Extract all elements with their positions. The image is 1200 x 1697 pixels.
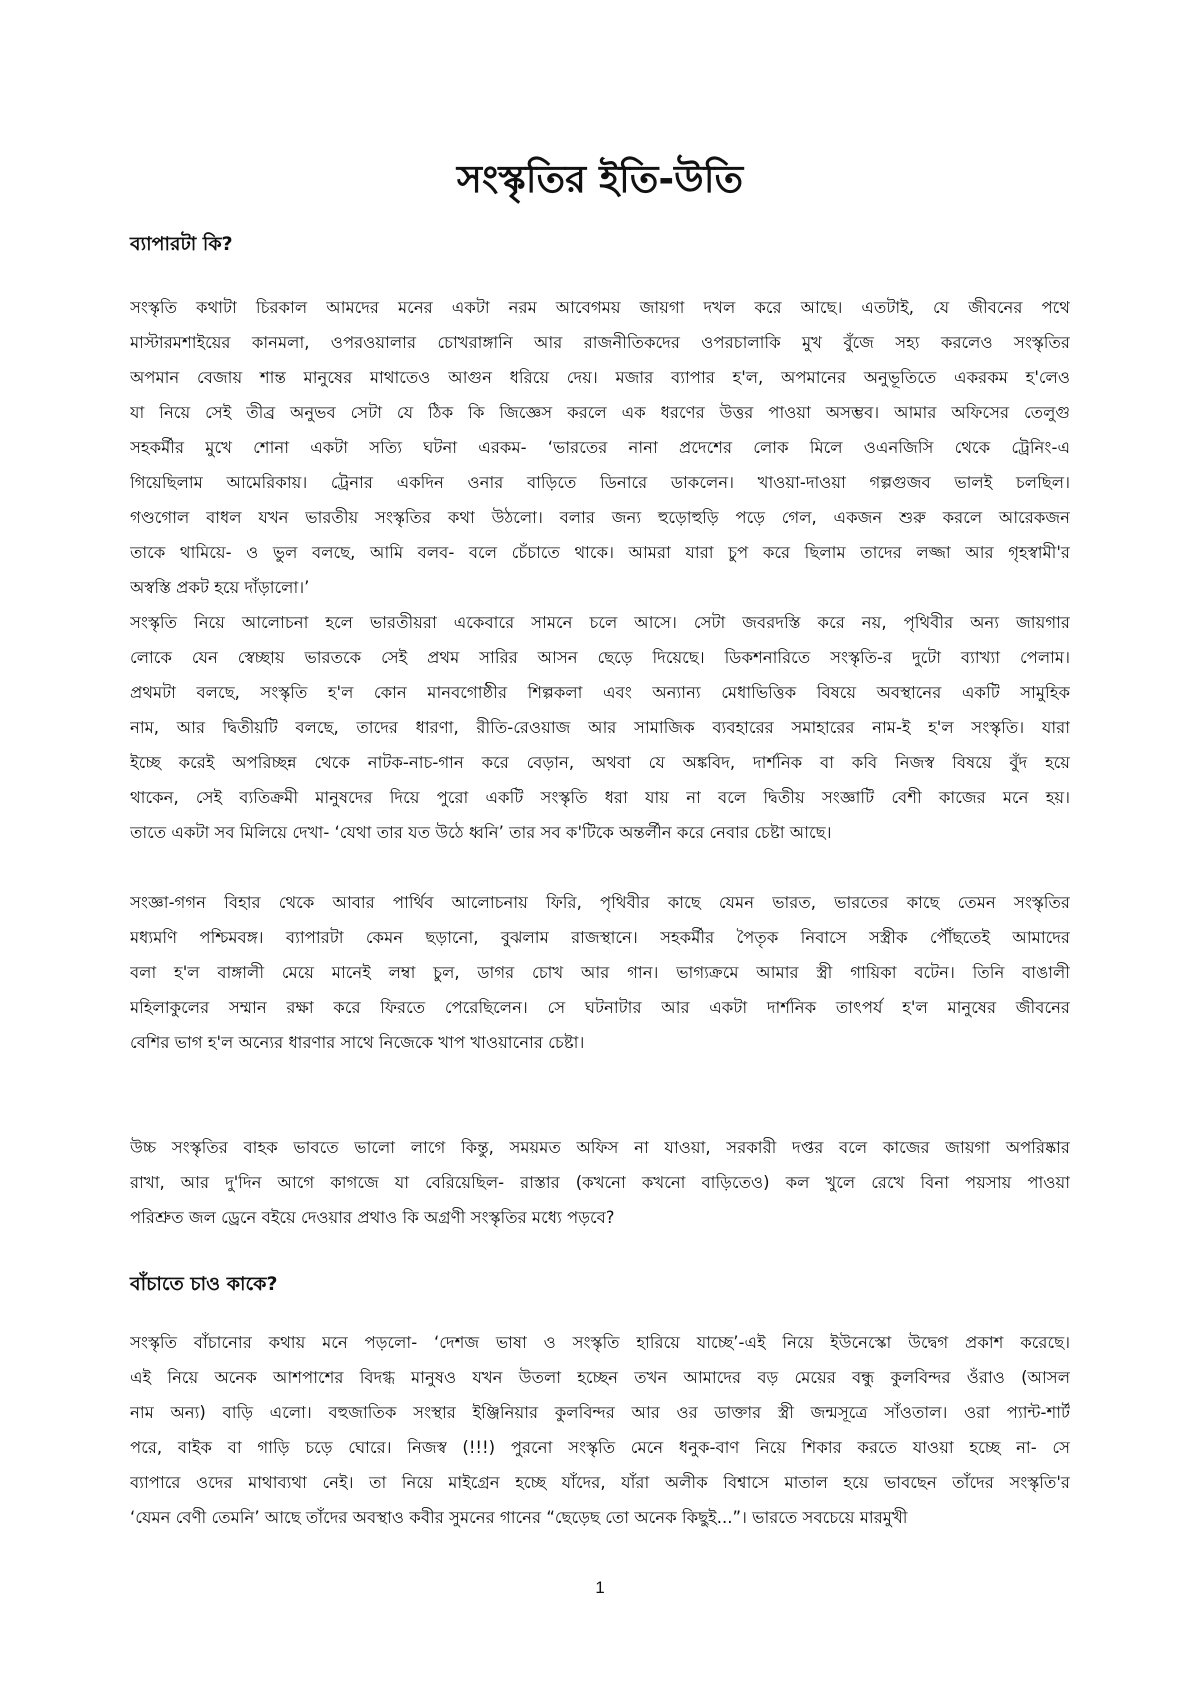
text-line: সংজ্ঞা-গগন বিহার থেকে আবার পার্থিব আলোচনায় ফিরি, পৃথিবীর কাছে যেমন ভারত, ভারতের কাছে তেমন সংস্কৃতির [130, 893, 1070, 912]
text-line: ‘যেমন বেণী তেমনি’ আছে তাঁদের অবস্থাও কবীর সুমনের গানের “ছেড়েছ তো অনেক কিছুই...”। ভারতে সবচেয়ে মারমুখী [130, 1508, 908, 1527]
text-line: ব্যাপারে ওদের মাথাব্যথা নেই। তা নিয়ে মাইগ্রেন হচ্ছে যাঁদের, যাঁরা অলীক বিশ্বাসে মাতাল হয়ে ভাবছেন তাঁদের সংস্কৃতি'র [130, 1473, 1070, 1492]
text-line: সংস্কৃতি নিয়ে আলোচনা হলে ভারতীয়রা একেবারে সামনে চলে আসে। সেটা জবরদস্তি করে নয়, পৃথিবীর অন্য জায়গার [130, 613, 1070, 632]
paragraph [130, 605, 1070, 850]
text-line: রাখা, আর দু'দিন আগে কাগজে যা বেরিয়েছিল- রাস্তার (কখনো কখনো বাড়িতেও) কল খুলে রেখে বিনা পয়সায় পাওয়া [130, 1173, 1070, 1192]
text-line: বলা হ'ল বাঙ্গালী মেয়ে মানেই লম্বা চুল, ডাগর চোখ আর গান। ভাগ্যক্রমে আমার স্ত্রী গায়িকা বটেন। তিনি বাঙালী [130, 963, 1070, 982]
text-line: ইচ্ছে করেই অপরিচ্ছন্ন থেকে নাটক-নাচ-গান করে বেড়ান, অথবা যে অঙ্কবিদ, দার্শনিক বা কবি নিজস্ব বিষয়ে বুঁদ হয়ে [130, 753, 1070, 772]
text-line: সংস্কৃতি কথাটা চিরকাল আমদের মনের একটা নরম আবেগময় জায়গা দখল করে আছে। এতটাই, যে জীবনের পথে [130, 298, 1070, 317]
text-line: প্রথমটা বলছে, সংস্কৃতি হ'ল কোন মানবগোষ্ঠীর শিল্পকলা এবং অন্যান্য মেধাভিত্তিক বিষয়ে অবস্থানের একটি সামুহিক [130, 683, 1070, 702]
text-line: তাতে একটা সব মিলিয়ে দেখা- ‘যেথা তার যত উঠে ধ্বনি’ তার সব ক'টিকে অন্তর্লীন করে নেবার চেষ্টা আছে। [130, 823, 832, 842]
text-line: বেশির ভাগ হ'ল অন্যের ধারণার সাথে নিজেকে খাপ খাওয়ানোর চেষ্টা। [130, 1033, 585, 1052]
text-line: মাস্টারমশাইয়ের কানমলা, ওপরওয়ালার চোখরাঙ্গানি আর রাজনীতিকদের ওপরচালাকি মুখ বুঁজে সহ্য করলেও সংস্কৃতির [130, 333, 1070, 352]
text-line: অস্বস্তি প্রকট হয়ে দাঁড়ালো।’ [130, 578, 310, 597]
section-heading: বাঁচাতে চাও কাকে? [130, 1273, 278, 1295]
text-line: মধ্যমণি পশ্চিমবঙ্গ। ব্যাপারটা কেমন ছড়ানো, বুঝলাম রাজস্থানে। সহকর্মীর পৈতৃক নিবাসে সস্ত্রীক পৌঁছতেই আমাদের [130, 928, 1070, 947]
text-line: অপমান বেজায় শান্ত মানুষের মাথাতেও আগুন ধরিয়ে দেয়। মজার ব্যাপার হ'ল, অপমানের অনুভূতিতে একরকম হ'লেও [130, 368, 1070, 387]
text-line: মহিলাকুলের সম্মান রক্ষা করে ফিরতে পেরেছিলেন। সে ঘটনাটার আর একটা দার্শনিক তাৎপর্য হ'ল মানুষের জীবনের [130, 998, 1070, 1017]
text-line: সংস্কৃতি বাঁচানোর কথায় মনে পড়লো- ‘দেশজ ভাষা ও সংস্কৃতি হারিয়ে যাচ্ছে’-এই নিয়ে ইউনেস্কো উদ্বেগ প্রকাশ করেছে। [130, 1333, 1070, 1352]
text-line: এই নিয়ে অনেক আশপাশের বিদগ্ধ মানুষও যখন উতলা হচ্ছেন তখন আমাদের বড় মেয়ের বন্ধু কুলবিন্দর ওঁরাও (আসল [130, 1368, 1070, 1387]
text-line: উচ্চ সংস্কৃতির বাহক ভাবতে ভালো লাগে কিন্তু, সময়মত অফিস না যাওয়া, সরকারী দপ্তর বলে কাজের জায়গা অপরিষ্কার [130, 1138, 1070, 1157]
text-line: সহকর্মীর মুখে শোনা একটা সত্যি ঘটনা এরকম- ‘ভারতের নানা প্রদেশের লোক মিলে ওএনজিসি থেকে ট্রেনিং-এ [130, 438, 1070, 457]
paragraph [130, 1130, 1070, 1235]
text-line: তাকে থামিয়ে- ও ভুল বলছে, আমি বলব- বলে চেঁচাতে থাকে। আমরা যারা চুপ করে ছিলাম তাদের লজ্জা আর গৃহস্বামী'র [130, 543, 1070, 562]
text-line: গণ্ডগোল বাধল যখন ভারতীয় সংস্কৃতির কথা উঠলো। বলার জন্য হুড়োহুড়ি পড়ে গেল, একজন শুরু করলে আরেকজন [130, 508, 1070, 527]
paragraph [130, 290, 1070, 605]
paragraph [130, 885, 1070, 1060]
text-line: নাম, আর দ্বিতীয়টি বলছে, তাদের ধারণা, রীতি-রেওয়াজ আর সামাজিক ব্যবহারের সমাহারের নাম-ই হ'ল সংস্কৃতি। যারা [130, 718, 1070, 737]
paragraph [130, 1325, 1070, 1535]
text-line: পরিশ্রুত জল ড্রেনে বইয়ে দেওয়ার প্রথাও কি অগ্রণী সংস্কৃতির মধ্যে পড়বে? [130, 1208, 615, 1227]
text-line: থাকেন, সেই ব্যতিক্রমী মানুষদের দিয়ে পুরো একটি সংস্কৃতি ধরা যায় না বলে দ্বিতীয় সংজ্ঞাটি বেশী কাজের মনে হয়। [130, 788, 1070, 807]
page-number: 1 [595, 1578, 605, 1597]
text-line: পরে, বাইক বা গাড়ি চড়ে ঘোরে। নিজস্ব (!!!) পুরনো সংস্কৃতি মেনে ধনুক-বাণ নিয়ে শিকার করতে যাওয়া হচ্ছে না- সে [130, 1438, 1070, 1457]
text-line: লোকে যেন স্বেচ্ছায় ভারতকে সেই প্রথম সারির আসন ছেড়ে দিয়েছে। ডিকশনারিতে সংস্কৃতি-র দুটো ব্যাখ্যা পেলাম। [130, 648, 1070, 667]
text-line: যা নিয়ে সেই তীব্র অনুভব সেটা যে ঠিক কি জিজ্ঞেস করলে এক ধরণের উত্তর পাওয়া অসম্ভব। আমার অফিসের তেলুগু [130, 403, 1070, 422]
section-heading: ব্যাপারটা কি? [130, 233, 233, 255]
text-line: নাম অন্য) বাড়ি এলো। বহুজাতিক সংস্থার ইঞ্জিনিয়ার কুলবিন্দর আর ওর ডাক্তার স্ত্রী জন্মসূত্রে সাঁওতাল। ওরা প্যান্ট-শার্ট [130, 1403, 1070, 1422]
text-line: গিয়েছিলাম আমেরিকায়। ট্রেনার একদিন ওনার বাড়িতে ডিনারে ডাকলেন। খাওয়া-দাওয়া গল্পগুজব ভালই চলছিল। [130, 473, 1070, 492]
document-title: সংস্কৃতির ইতি-উতি [456, 157, 744, 201]
